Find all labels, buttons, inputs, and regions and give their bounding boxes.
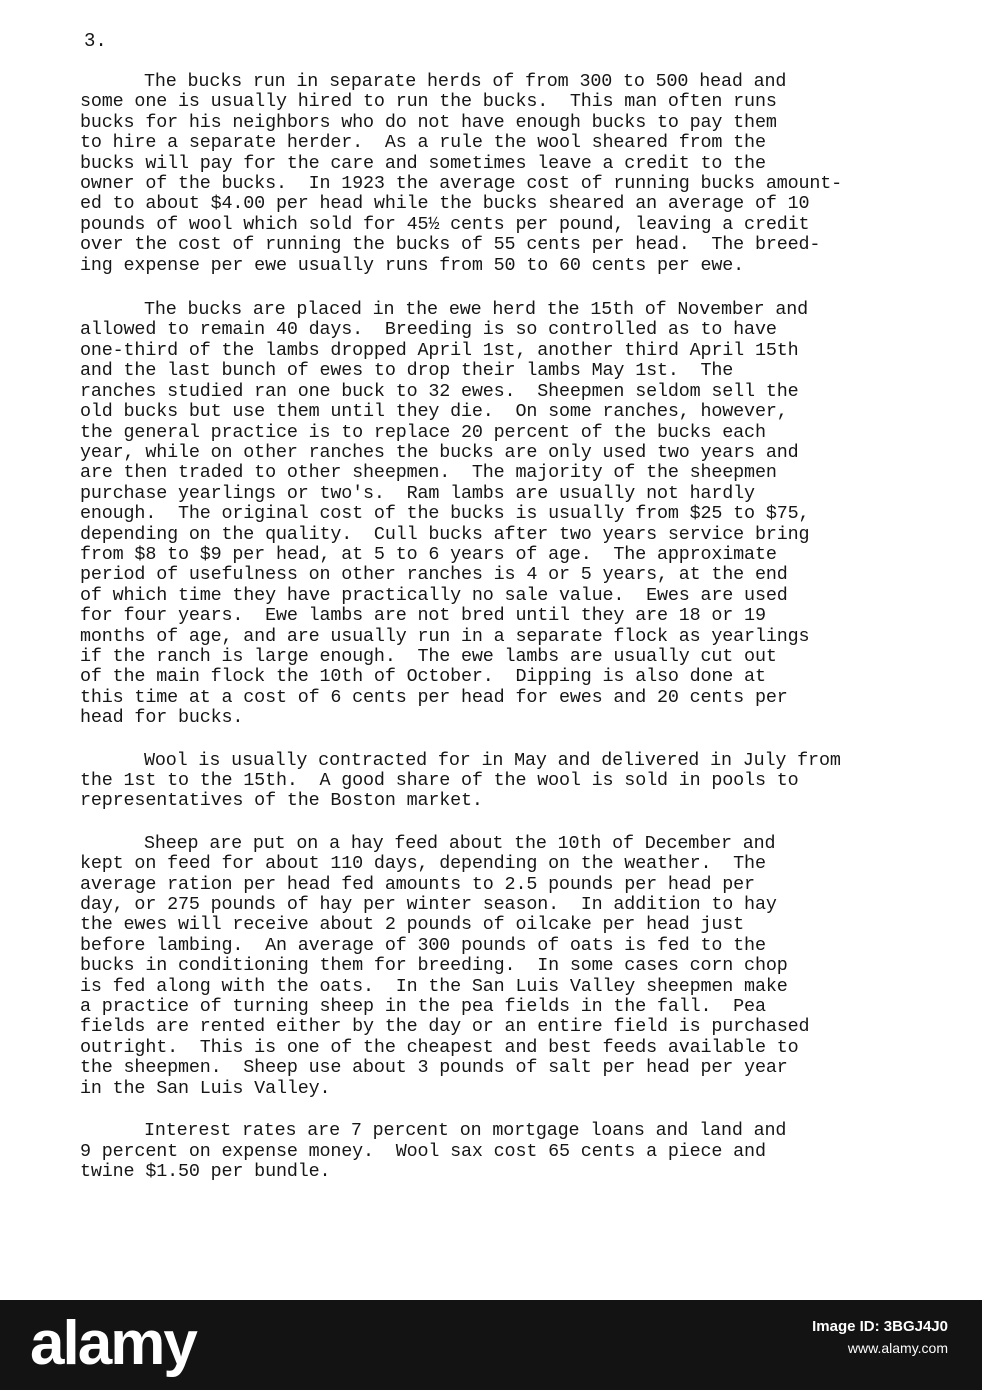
paragraph-interest-rates: Interest rates are 7 percent on mortgage loans and land and 9 percent on expense money. Wool sax cost 65 cents a piece and twine $1.50 per bundle. xyxy=(80,1120,787,1182)
paragraph-bucks-herds: The bucks run in separate herds of from 300 to 500 head and some one is usually hired to run the bucks. This man often runs bucks for his neighbors who do not have enough bucks to pay them to hire a separate herder. As a rule the wool sheared from the bucks will pay for the care and sometimes leave a credit to the owner of the bucks. In 1923 the average cost of running bucks amount- ed to about $4.00 per head while the bucks sheared an average of 10 pounds of wool which sold for 45½ cents per pound, leaving a credit over the cost of running the bucks of 55 cents per head. The breed- ing expense per ewe usually runs from 50 to 60 cents per ewe. xyxy=(80,71,843,276)
page-number: 3. xyxy=(84,30,107,52)
paragraph-hay-feed: Sheep are put on a hay feed about the 10th of December and kept on feed for about 110 days, depending on the weather. The average ration per head fed amounts to 2.5 pounds per head per day, or 275 pounds of hay per winter season. In addition to hay the ewes will receive about 2 pounds of oilcake per head just before lambing. An average of 300 pounds of oats is fed to the bucks in conditioning them for breeding. In some cases corn chop is fed along with the oats. In the San Luis Valley sheepmen make a practice of turning sheep in the pea fields in the fall. Pea fields are rented either by the day or an entire field is purchased outright. This is one of the cheapest and best feeds available to the sheepmen. Sheep use about 3 pounds of salt per head per year in the San Luis Valley. xyxy=(80,832,810,1099)
paragraph-wool-contracts: Wool is usually contracted for in May and delivered in July from the 1st to the 15th. A good share of the wool is sold in pools to representatives of the Boston market. xyxy=(80,749,841,812)
image-id: Image ID: 3BGJ4J0 xyxy=(812,1318,948,1335)
alamy-logo: alamy xyxy=(30,1309,196,1378)
document-body xyxy=(80,72,910,1202)
paragraph-breeding: The bucks are placed in the ewe herd the 15th of November and allowed to remain 40 days. Breeding is so controlled as to have one-third of the lambs dropped April 1st, another third April 15th and the last bunch of ewes to drop their lambs May 1st. The ranches studied ran one buck to 32 ewes. Sheepmen seldom sell the old bucks but use them until they die. On some ranches, however, the general practice is to replace 20 percent of the bucks each year, while on other ranches the bucks are only used two years and are then traded to other sheepmen. The majority of the sheepmen purchase yearlings or two's. Ram lambs are usually not hardly enough. The original cost of the bucks is usually from $25 to $75, depending on the quality. Cull bucks after two years service bring from $8 to $9 per head, at 5 to 6 years of age. The approximate period of usefulness on other ranches is 4 or 5 years, at the end of which time they have practically no sale value. Ewes are used for four years. Ewe lambs are not bred until they are 18 or 19 months of age, and are usually run in a separate flock as yearlings if the ranch is large enough. The ewe lambs are usually cut out of the main flock the 10th of October. Dipping is also done at this time at a cost of 6 cents per head for ewes and 20 cents per head for bucks. xyxy=(80,299,810,729)
site-url: www.alamy.com xyxy=(847,1340,948,1356)
banner-info xyxy=(812,1316,948,1358)
stock-watermark-banner xyxy=(0,1300,982,1390)
